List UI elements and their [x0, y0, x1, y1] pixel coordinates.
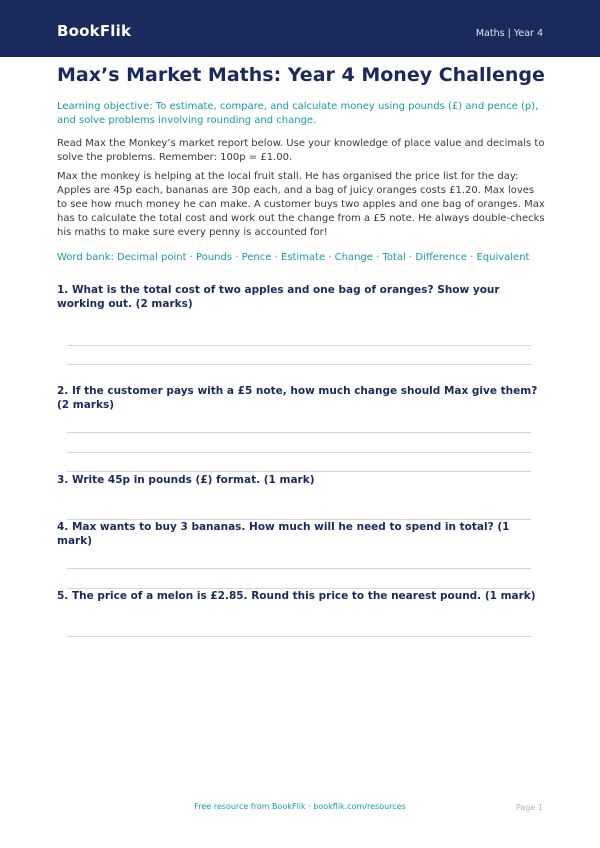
answer-line[interactable]: [67, 345, 531, 346]
learning-objective: Learning objective: To estimate, compare, and calculate money using pounds (£) and pence (p), and solve problems involving rounding and change.: [57, 101, 539, 126]
answer-line[interactable]: [67, 364, 531, 365]
header-bar: [0, 0, 600, 57]
story-text: Max the monkey is helping at the local fruit stall. He has organised the price list for the day: Apples are 45p each, bananas are 30p each, and a bag of juicy oranges costs £1.20. Max loves to see how much money he can make. A customer buys two apples and one bag of oranges. Max has to calculate the total cost and work out the change from a £5 note. He always double-checks his maths to make sure every penny is accounted for!: [57, 171, 545, 238]
answer-line[interactable]: [67, 432, 531, 433]
question-1: 1. What is the total cost of two apples and one bag of oranges? Show your working out. (2 marks): [57, 284, 500, 310]
answer-line[interactable]: [67, 471, 531, 472]
question-4: 4. Max wants to buy 3 bananas. How much will he need to spend in total? (1 mark): [57, 521, 510, 547]
answer-line[interactable]: [67, 452, 531, 453]
word-bank: Word bank: Decimal point · Pounds · Pence · Estimate · Change · Total · Difference · Equivalent: [57, 252, 530, 263]
intro-text: Read Max the Monkey’s market report below. Use your knowledge of place value and decimals to solve the problems. Remember: 100p = £1.00.: [57, 138, 545, 163]
question-3: 3. Write 45p in pounds (£) format. (1 mark): [57, 474, 315, 486]
question-5: 5. The price of a melon is £2.85. Round this price to the nearest pound. (1 mark): [57, 590, 536, 602]
page-title: Max’s Market Maths: Year 4 Money Challenge: [57, 64, 545, 86]
footer-credit: Free resource from BookFlik · bookflik.com/resources: [194, 802, 406, 811]
answer-line[interactable]: [67, 636, 531, 637]
brand-logo-text: BookFlik: [57, 22, 132, 40]
question-2: 2. If the customer pays with a £5 note, how much change should Max give them? (2 marks): [57, 385, 538, 411]
page-number: Page 1: [516, 803, 543, 812]
subject-label: Maths | Year 4: [475, 28, 543, 39]
answer-line[interactable]: [67, 568, 531, 569]
